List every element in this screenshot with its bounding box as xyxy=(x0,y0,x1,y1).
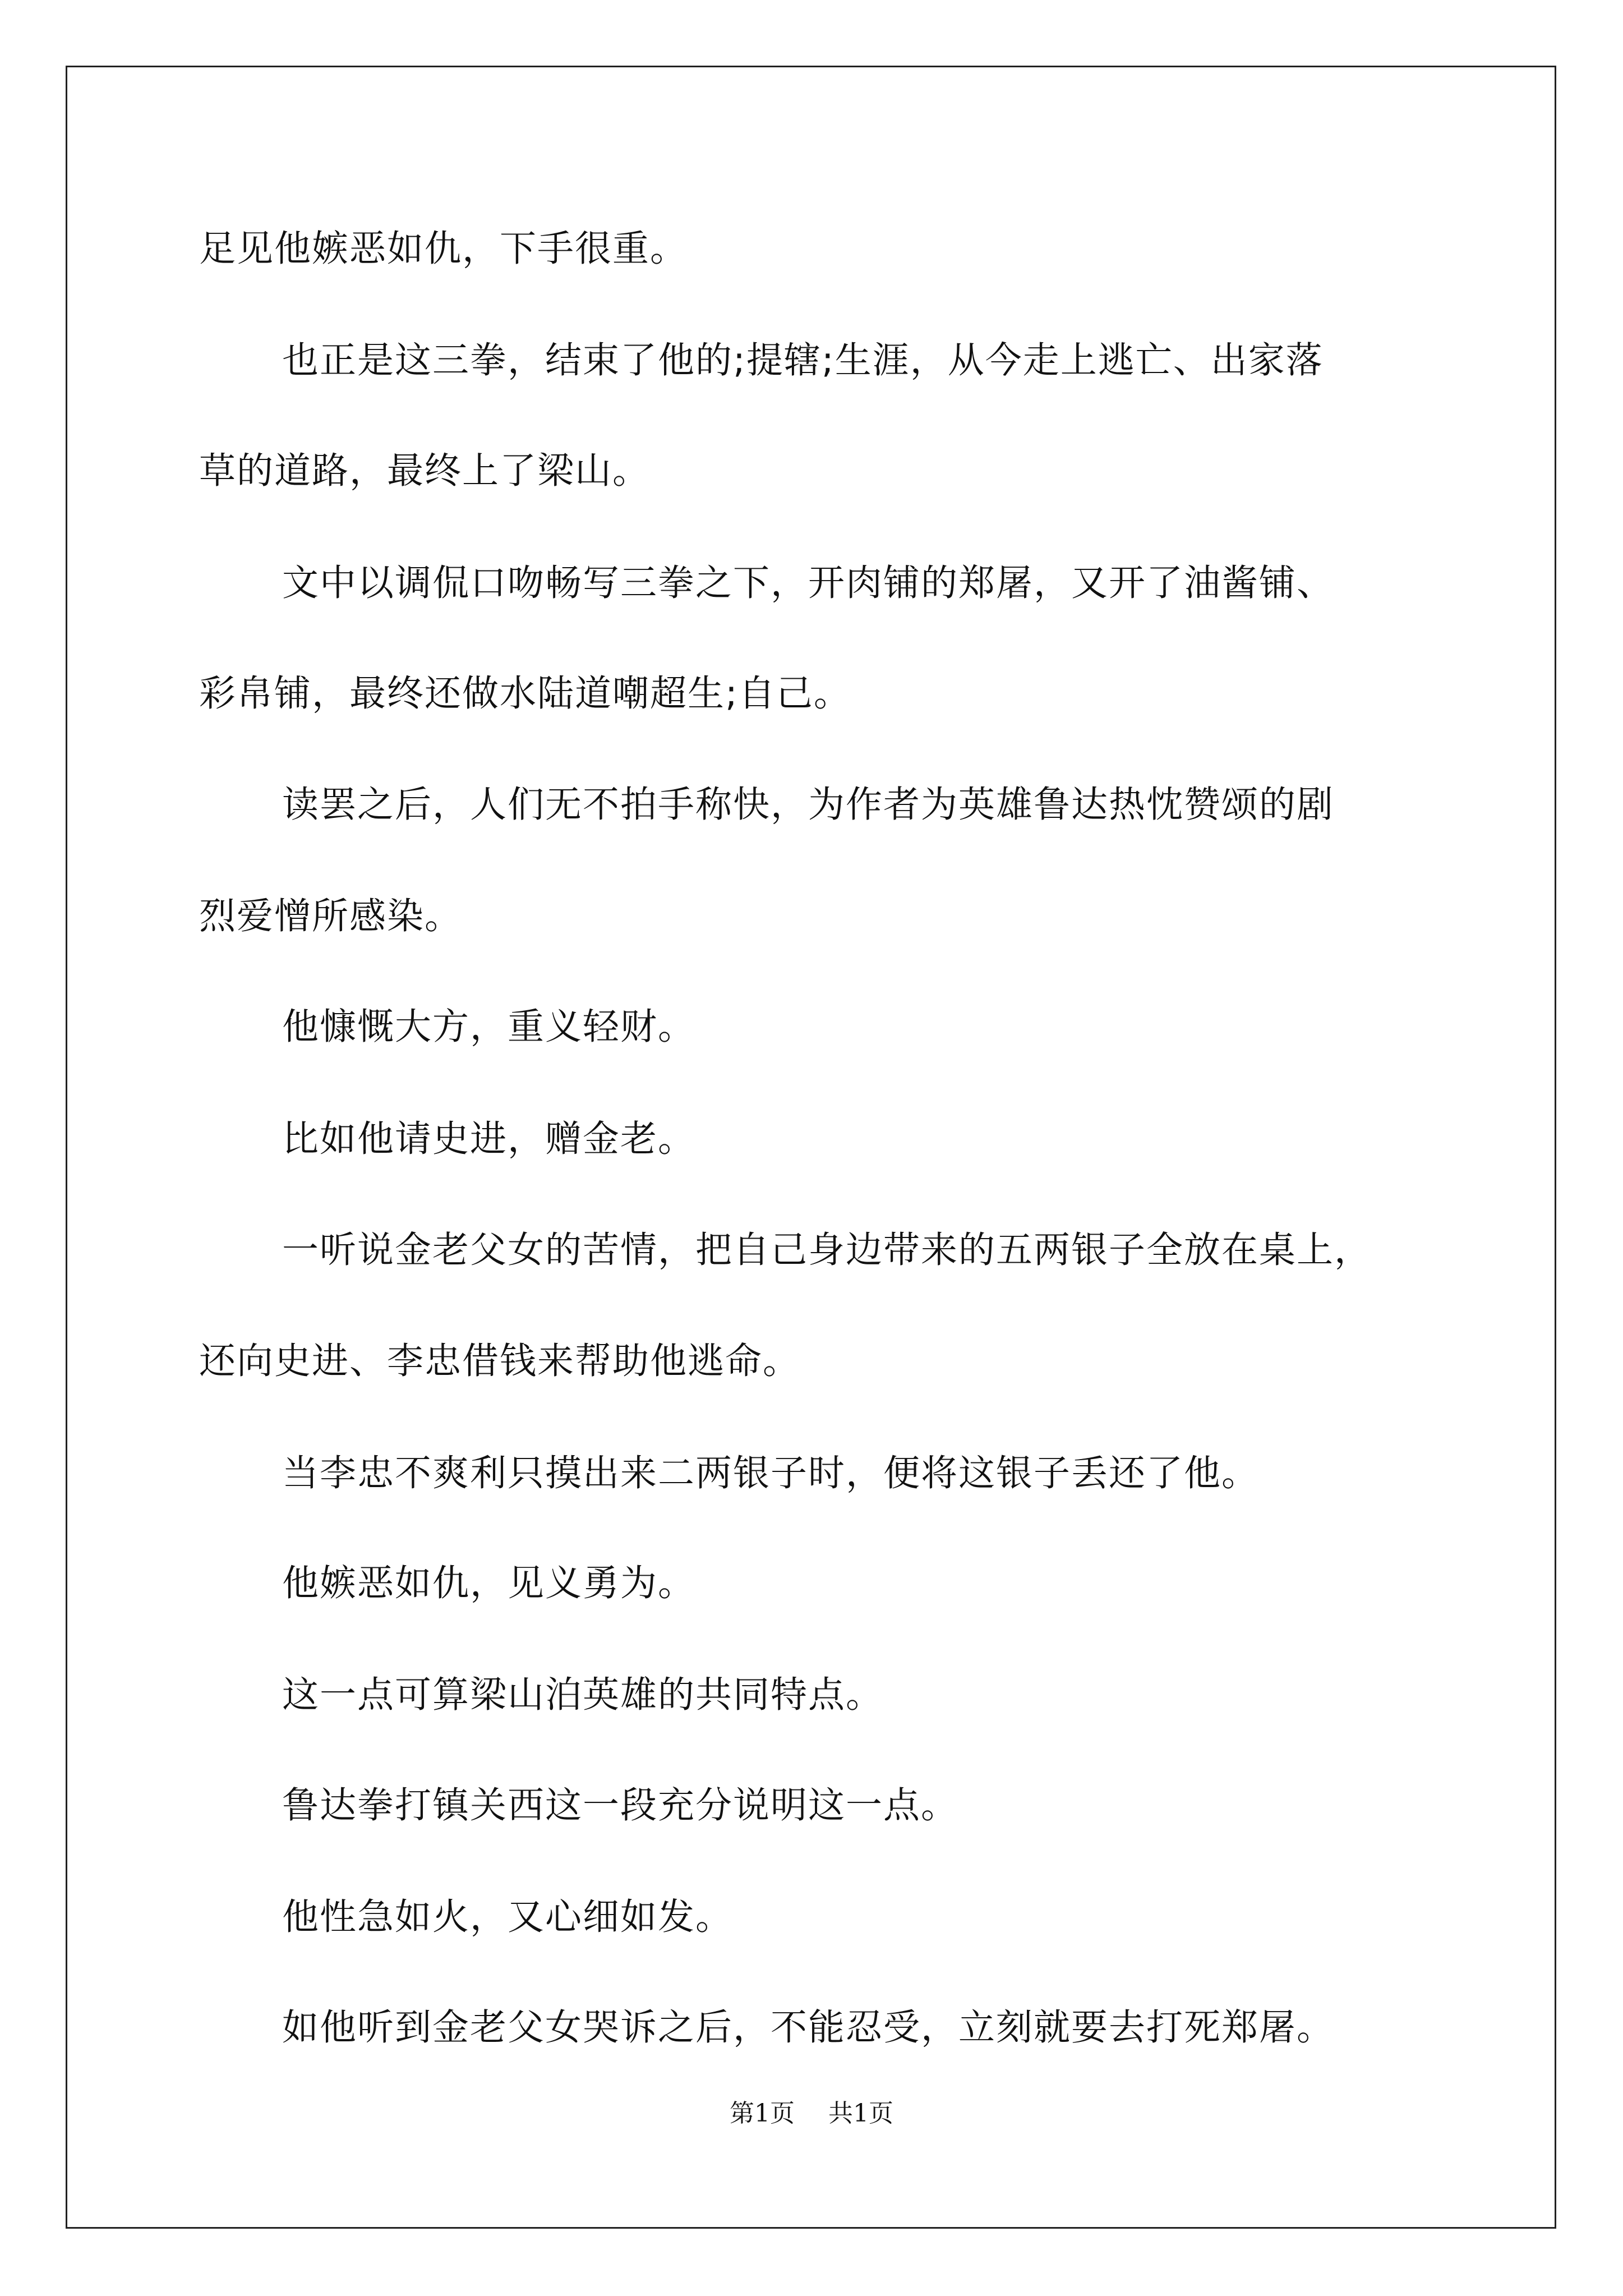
text-line: 他嫉恶如仇，见义勇为。 xyxy=(282,1562,696,1604)
text-line: 比如他请史进，赠金老。 xyxy=(282,1118,696,1160)
text-line: 也正是这三拳，结束了他的;提辖;生涯，从今走上逃亡、出家落 xyxy=(282,339,1324,381)
page-number: 第1页 xyxy=(730,2099,795,2128)
text-line: 草的道路，最终上了梁山。 xyxy=(199,450,651,492)
text-line: 他慷慨大方，重义轻财。 xyxy=(282,1006,696,1048)
page-total: 共1页 xyxy=(828,2099,893,2128)
text-line: 足见他嫉恶如仇，下手很重。 xyxy=(199,228,688,270)
text-line: 烈爱憎所感染。 xyxy=(199,895,463,937)
text-line: 一听说金老父女的苦情，把自己身边带来的五两银子全放在桌上， xyxy=(282,1229,1372,1271)
page-footer xyxy=(0,2098,1623,2129)
text-line: 读罢之后，人们无不拍手称快，为作者为英雄鲁达热忱赞颂的剧 xyxy=(282,784,1335,826)
text-line: 彩帛铺，最终还做水陆道嘲超生;自己。 xyxy=(199,673,851,715)
text-line: 文中以调侃口吻畅写三拳之下，开肉铺的郑屠，又开了油酱铺、 xyxy=(282,562,1335,604)
text-line: 当李忠不爽利只摸出来二两银子时，便将这银子丢还了他。 xyxy=(282,1452,1260,1494)
text-line: 这一点可算梁山泊英雄的共同特点。 xyxy=(282,1674,884,1716)
text-line: 如他听到金老父女哭诉之后，不能忍受，立刻就要去打死郑屠。 xyxy=(282,2007,1335,2049)
text-line: 还向史进、李忠借钱来帮助他逃命。 xyxy=(199,1340,801,1382)
text-line: 鲁达拳打镇关西这一段充分说明这一点。 xyxy=(282,1784,959,1826)
text-line: 他性急如火，又心细如发。 xyxy=(282,1896,734,1938)
